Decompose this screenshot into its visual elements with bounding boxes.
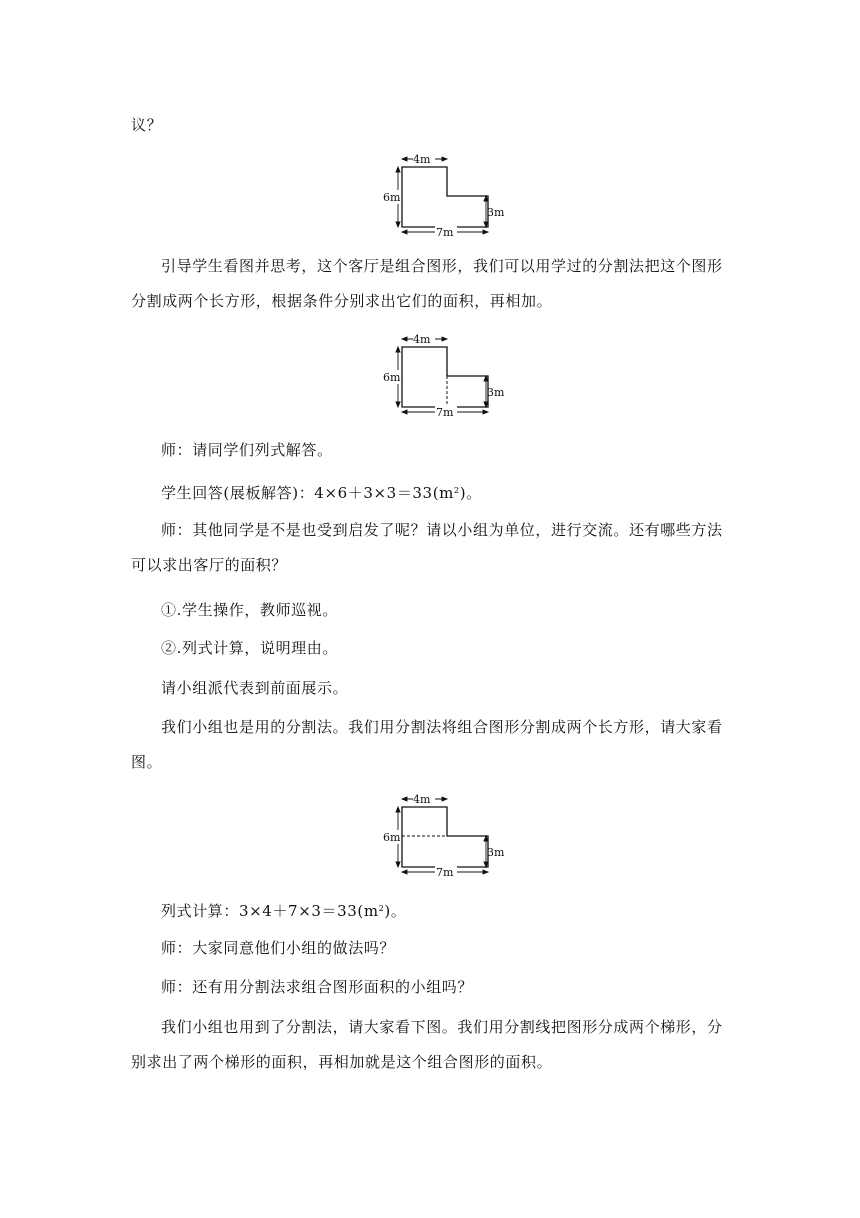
label-top: 4m <box>413 153 431 166</box>
label-right: 3m <box>487 846 505 859</box>
l-shape-figure-3 <box>378 790 518 886</box>
paragraph-4: 师：其他同学是不是也受到启发了呢？请以小组为单位，进行交流。还有哪些方法可以求出客厅的面积？ <box>131 521 723 574</box>
superscript: 2 <box>453 486 460 495</box>
label-right: 3m <box>487 206 505 219</box>
label-left: 6m <box>383 371 401 384</box>
label-bottom: 7m <box>436 226 454 239</box>
paragraph-12: 我们小组也用到了分割法，请大家看下图。我们用分割线把图形分成两个梯形，分别求出了两个梯形的面积，再相加就是这个组合图形的面积。 <box>131 1018 723 1071</box>
paragraph-9 <box>131 891 731 929</box>
paragraph-11: 师：还有用分割法求组合图形面积的小组吗？ <box>161 978 474 996</box>
label-bottom: 7m <box>436 866 454 879</box>
paragraph-2: 师：请同学们列式解答。 <box>161 441 333 459</box>
paragraph-1: 引导学生看图并思考，这个客厅是组合图形，我们可以用学过的分割法把这个图形分割成两个长方形，根据条件分别求出它们的面积，再相加。 <box>131 257 723 310</box>
formula-text: 学生回答(展板解答)：4×6＋3×3＝33(m <box>161 484 454 502</box>
l-shape-figure-1 <box>378 150 518 246</box>
paragraph-5: ①.学生操作，教师巡视。 <box>161 601 338 619</box>
label-bottom: 7m <box>436 406 454 419</box>
paragraph-7: 请小组派代表到前面展示。 <box>161 679 349 697</box>
text-fragment: 议？ <box>131 116 163 134</box>
paragraph-3 <box>131 473 731 511</box>
formula-end: )。 <box>459 484 482 502</box>
label-right: 3m <box>487 386 505 399</box>
label-left: 6m <box>383 191 401 204</box>
paragraph-6: ②.列式计算，说明理由。 <box>161 639 338 657</box>
formula-text: 列式计算：3×4＋7×3＝33(m <box>161 902 379 920</box>
label-left: 6m <box>383 831 401 844</box>
label-top: 4m <box>413 793 431 806</box>
l-shape-figure-2 <box>378 330 518 426</box>
formula-end: )。 <box>384 902 407 920</box>
superscript: 2 <box>378 904 385 913</box>
label-top: 4m <box>413 333 431 346</box>
paragraph-8: 我们小组也是用的分割法。我们用分割法将组合图形分割成两个长方形，请大家看图。 <box>131 718 723 771</box>
paragraph-10: 师：大家同意他们小组的做法吗？ <box>161 939 396 957</box>
